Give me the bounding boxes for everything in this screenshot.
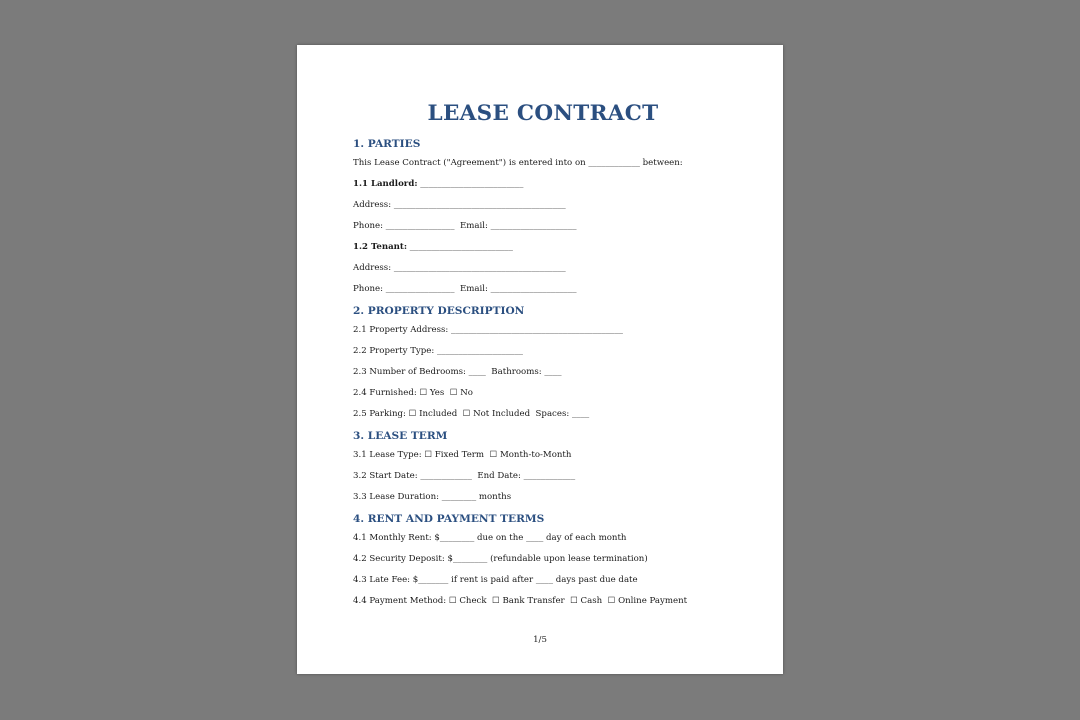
line-text: Address: ________________________________________ xyxy=(353,263,566,273)
line-text: This Lease Contract ("Agreement") is entered into on ____________ between: xyxy=(353,158,683,168)
section-property-description xyxy=(353,305,733,420)
section-heading: 1. PARTIES xyxy=(353,138,421,150)
late-fee-line: 4.3 Late Fee: $_______ if rent is paid after ____ days past due date xyxy=(353,575,638,585)
security-deposit-line: 4.2 Security Deposit: $________ (refundable upon lease termination) xyxy=(353,554,648,564)
section-heading: 4. RENT AND PAYMENT TERMS xyxy=(353,513,545,525)
agreement-date-line xyxy=(353,158,733,169)
tenant-address-line xyxy=(353,263,733,274)
lease-type-line: 3.1 Lease Type: ☐ Fixed Term ☐ Month-to-Month xyxy=(353,450,572,460)
section-parties xyxy=(353,138,733,295)
furnished-line: 2.4 Furnished: ☐ Yes ☐ No xyxy=(353,388,473,398)
line-bold-label: 1.1 Landlord: xyxy=(353,179,418,189)
lease-dates-line: 3.2 Start Date: ____________ End Date: ____________ xyxy=(353,471,576,481)
line-text: Phone: ________________ Email: ____________________ xyxy=(353,221,577,231)
monthly-rent-line: 4.1 Monthly Rent: $________ due on the ____ day of each month xyxy=(353,533,627,543)
line-bold-label: 1.2 Tenant: xyxy=(353,242,408,252)
property-type-line: 2.2 Property Type: ____________________ xyxy=(353,346,523,356)
tenant-contact-line xyxy=(353,284,733,295)
landlord-address-line xyxy=(353,200,733,211)
section-lease-term xyxy=(353,430,733,503)
page-content xyxy=(353,99,733,607)
page-number: 1/5 xyxy=(533,635,547,645)
line-text: ________________________ xyxy=(417,179,524,189)
line-text: Address: ________________________________________ xyxy=(353,200,566,210)
line-text: ________________________ xyxy=(407,242,513,252)
section-heading: 3. LEASE TERM xyxy=(353,430,448,442)
lease-duration-line: 3.3 Lease Duration: ________ months xyxy=(353,492,512,502)
property-address-line: 2.1 Property Address: ________________________________________ xyxy=(353,325,623,335)
document-title: LEASE CONTRACT xyxy=(427,101,659,126)
landlord-contact-line xyxy=(353,221,733,232)
section-heading: 2. PROPERTY DESCRIPTION xyxy=(353,305,525,317)
line-text: Phone: ________________ Email: ____________________ xyxy=(353,284,577,294)
tenant-name-line xyxy=(353,242,733,253)
bedrooms-bathrooms-line: 2.3 Number of Bedrooms: ____ Bathrooms: ____ xyxy=(353,367,562,377)
payment-method-line: 4.4 Payment Method: ☐ Check ☐ Bank Transfer ☐ Cash ☐ Online Payment xyxy=(353,596,688,606)
landlord-name-line xyxy=(353,179,733,190)
document-page xyxy=(297,45,783,674)
parking-line: 2.5 Parking: ☐ Included ☐ Not Included Spaces: ____ xyxy=(353,409,590,419)
section-rent-payment xyxy=(353,513,733,607)
